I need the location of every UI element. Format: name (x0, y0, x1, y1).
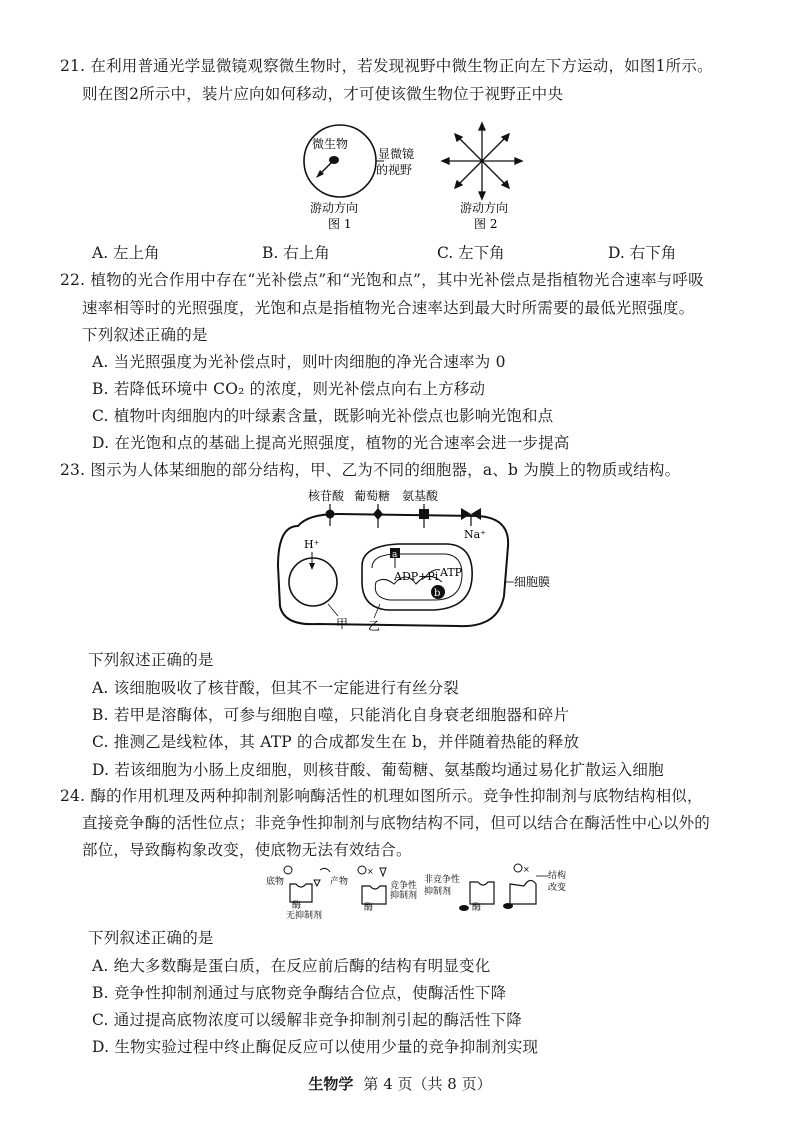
q24-option-c[interactable]: C. 通过提高底物浓度可以缓解非竞争抑制剂引起的酶活性下降 (92, 1011, 522, 1029)
label-substrate: 底物 (266, 877, 285, 887)
q21-option-b[interactable]: B. 右上角 (262, 244, 330, 262)
label-amino-acid: 氨基酸 (402, 489, 439, 503)
q23-prompt: 下列叙述正确的是 (88, 651, 214, 669)
label-competitive-1: 竞争性 (390, 881, 418, 891)
label-b: b (434, 588, 441, 599)
svg-text:×: × (523, 865, 530, 874)
glucose-transporter (373, 508, 383, 520)
fig1-direction-label: 游动方向 (310, 201, 359, 215)
label-adp: ADP+Pi (394, 570, 439, 583)
q23-option-b[interactable]: B. 若甲是溶酶体，可参与细胞自噬，只能消化自身衰老细胞器和碎片 (92, 706, 570, 724)
q23-option-c[interactable]: C. 推测乙是线粒体，其 ATP 的合成都发生在 b，并伴随着热能的释放 (92, 733, 580, 751)
label-noncompetitive-2: 抑制剂 (424, 887, 452, 897)
q24-option-a[interactable]: A. 绝大多数酶是蛋白质，在反应前后酶的结构有明显变化 (92, 957, 491, 975)
q22-stem-line1: 22. 植物的光合作用中存在“光补偿点”和“光饱和点”，其中光补偿点是指植物光合速率与呼吸 (60, 271, 704, 289)
label-atp: ATP (440, 566, 463, 579)
label-jia: 甲 (336, 617, 349, 631)
label-enzyme-1: 酶 (292, 901, 302, 911)
q24-prompt: 下列叙述正确的是 (88, 929, 214, 947)
label-na: Na⁺ (464, 528, 486, 541)
label-yi: 乙 (368, 619, 381, 633)
q24-stem-line1: 24. 酶的作用机理及两种抑制剂影响酶活性的机理如图所示。竞争性抑制剂与底物结构相似， (60, 787, 703, 805)
label-enzyme-3: 酶 (472, 903, 482, 913)
q22-option-d[interactable]: D. 在光饱和点的基础上提高光照强度，植物的光合速率会进一步提高 (92, 434, 570, 452)
q23-option-d[interactable]: D. 若该细胞为小肠上皮细胞，则核苷酸、葡萄糖、氨基酸均通过易化扩散运入细胞 (92, 761, 664, 779)
label-nucleotide: 核苷酸 (308, 489, 345, 503)
fig1-microbe-label: 微生物 (312, 137, 349, 151)
fig2-direction-label: 游动方向 (460, 201, 509, 215)
label-glucose: 葡萄糖 (354, 489, 391, 503)
fig1-caption: 图 1 (328, 217, 352, 231)
q22-prompt: 下列叙述正确的是 (82, 326, 208, 344)
q21-stem-line2: 则在图2所示中，装片应向如何移动，才可使该微生物位于视野正中央 (82, 85, 564, 103)
q22-stem-line2: 速率相等时的光照强度，光饱和点是指植物光合速率达到最大时所需要的最低光照强度。 (82, 299, 695, 317)
q24-option-d[interactable]: D. 生物实验过程中终止酶促反应可以使用少量的竞争抑制剂实现 (92, 1038, 539, 1056)
fig2-caption: 图 2 (474, 217, 498, 231)
q22-option-a[interactable]: A. 当光照强度为光补偿点时，则叶肉细胞的净光合速率为 0 (92, 353, 506, 371)
q23-stem: 23. 图示为人体某细胞的部分结构，甲、乙为不同的细胞器，a、b 为膜上的物质或结构。 (60, 461, 681, 479)
fig1-view-label-1: 显微镜 (378, 147, 415, 161)
nucleotide-transporter (326, 510, 335, 519)
q21-option-d[interactable]: D. 右下角 (608, 244, 677, 262)
label-competitive-2: 抑制剂 (390, 891, 418, 901)
q24-stem-line2: 直接竞争酶的活性位点；非竞争性抑制剂与底物结构不同，但可以结合在酶活性中心以外的 (82, 814, 711, 832)
q24-stem-line3: 部位，导致酶构象改变，使底物无法有效结合。 (82, 841, 412, 859)
footer-subject: 生物学 (308, 1075, 354, 1093)
q21-figures (290, 118, 530, 236)
label-no-inhibitor: 无抑制剂 (286, 911, 323, 921)
q22-option-c[interactable]: C. 植物叶肉细胞内的叶绿素含量，既影响光补偿点也影响光饱和点 (92, 407, 554, 425)
q24-enzyme-diagram (264, 862, 594, 922)
q23-cell-diagram (258, 486, 558, 636)
label-enzyme-2: 酶 (364, 903, 374, 913)
label-structure-2: 改变 (548, 883, 567, 893)
label-noncompetitive-1: 非竞争性 (424, 875, 461, 885)
label-product: 产物 (330, 877, 349, 887)
q23-option-a[interactable]: A. 该细胞吸收了核苷酸，但其不一定能进行有丝分裂 (92, 679, 460, 697)
q21-option-c[interactable]: C. 左下角 (437, 244, 505, 262)
label-a: a (392, 550, 398, 560)
q22-option-b[interactable]: B. 若降低环境中 CO₂ 的浓度，则光补偿点向右上方移动 (92, 380, 486, 398)
q21-options (92, 243, 676, 263)
q21-option-a[interactable]: A. 左上角 (92, 244, 160, 262)
amino-acid-transporter (419, 509, 429, 519)
page-footer (0, 1073, 800, 1094)
label-structure-1: 结构 (548, 871, 567, 881)
label-h: H⁺ (304, 538, 320, 551)
q24-option-b[interactable]: B. 竞争性抑制剂通过与底物竞争酶结合位点，使酶活性下降 (92, 984, 507, 1002)
svg-text:×: × (367, 867, 374, 876)
footer-page-number: 第 4 页（共 8 页） (363, 1075, 492, 1093)
q21-stem-line1: 21. 在利用普通光学显微镜观察微生物时，若发现视野中微生物正向左下方运动，如图1所示。 (60, 57, 713, 75)
label-membrane: 细胞膜 (514, 575, 551, 589)
fig2-arrows (442, 123, 522, 199)
fig1-view-label-2: 的视野 (376, 163, 413, 177)
